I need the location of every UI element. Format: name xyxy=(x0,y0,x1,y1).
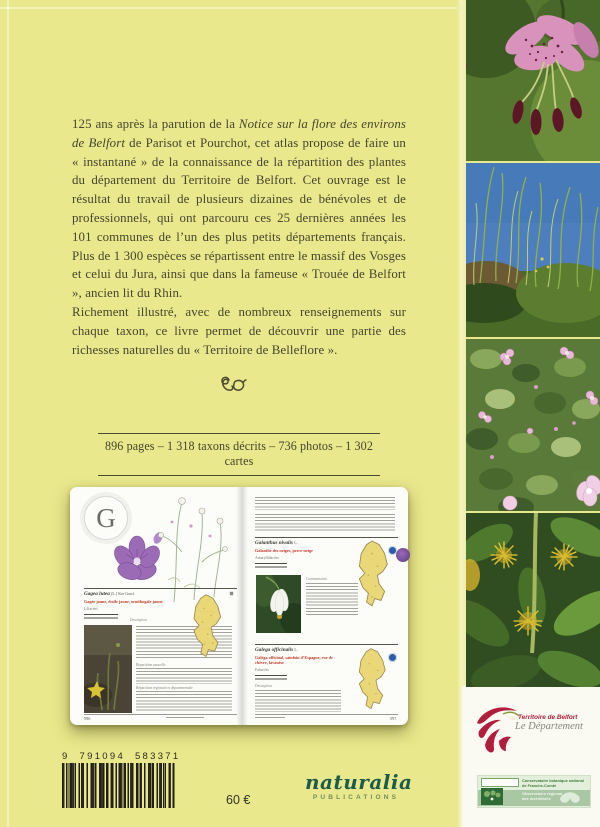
galega-description-label: Description xyxy=(255,684,272,688)
status-badge-galega xyxy=(388,653,397,662)
galanthus-common-names: Galanthe des neiges, perce-neige xyxy=(255,548,313,553)
belfort-logo-subtitle: Le Département xyxy=(515,721,583,732)
gagea-photo xyxy=(84,625,132,713)
left-page-number: 596 xyxy=(84,716,91,721)
cover-crease-vertical xyxy=(7,0,9,827)
repartition-text-lines xyxy=(136,668,232,684)
photo-grassland-sky xyxy=(466,163,600,337)
conservatoire-pill-icon xyxy=(481,778,519,787)
galanthus-family: Amaryllidacées xyxy=(255,556,279,560)
barcode-bars xyxy=(62,763,175,808)
distribution-map-gagea xyxy=(177,593,235,665)
book-stats-line: 896 pages – 1 318 taxons décrits – 736 photos – 1 302 cartes xyxy=(98,433,380,476)
galanthus-meta-lines xyxy=(255,563,287,570)
species-common-names: Gagée jaune, étoile jaune, ornithogale jaune xyxy=(84,599,163,604)
trees-pictogram-icon xyxy=(481,788,503,805)
sample-spread-preview: G Gagea lutea (L.) Ker Gawl. Gagée jaune, étoile jaune, ornithogale jaune Liliacées Description Répartition naturelle Répartition régionale et départementale 596 Galanthus nivalis L. Galanthe des neiges, perce-neige Amaryllidacées Commentaires Galega officinalis L. Galéga officinal, sainfoin d’Espagne, rue de chèvre, lavanèse Fabacées Description 597 xyxy=(70,487,408,725)
left-footer-text xyxy=(166,717,204,720)
book-spine-shading xyxy=(236,487,248,725)
photo-yellow-loosestrife xyxy=(466,513,600,687)
galega-meta-lines xyxy=(255,675,287,682)
galega-text-lines xyxy=(255,690,341,712)
photo-pink-flowers-carpet xyxy=(466,339,600,511)
barcode-digits: 9 791094 583371 xyxy=(62,751,181,762)
conservatoire-line2: de Franche-Comté xyxy=(522,783,557,788)
belfort-logo-title: Territoire de Belfort xyxy=(518,714,578,721)
description-label: Description xyxy=(130,618,147,622)
section-letter-badge: G xyxy=(84,496,128,540)
publisher-name: naturalia xyxy=(305,770,413,794)
regional-text-lines xyxy=(136,691,232,711)
calligraphic-ornament-icon xyxy=(217,374,249,403)
species-meta-lines xyxy=(84,614,118,621)
right-page-number: 597 xyxy=(390,716,397,721)
blurb-paragraph-2: Richement illustré, avec de nombreux renseignements sur chaque taxon, ce livre permet de découvrir une partie des richesses naturelles du « Territoire de Belleflore ». xyxy=(72,304,406,357)
species-title-galega: Galega officinalis L. xyxy=(255,647,298,653)
publisher-logo xyxy=(305,770,413,801)
galega-common-names: Galéga officinal, sainfoin d’Espagne, rue de chèvre, lavanèse xyxy=(255,655,333,665)
observatoire-line2: des Invertébrés xyxy=(522,796,551,801)
photo-martagon-lily xyxy=(466,0,600,161)
cover-crease-horizontal xyxy=(0,7,460,9)
galega-family: Fabacées xyxy=(255,668,269,672)
species-family: Liliacées xyxy=(84,607,98,611)
territoire-de-belfort-logo xyxy=(471,697,597,763)
back-cover-blurb xyxy=(72,115,406,359)
species-title-gagea: Gagea lutea (L.) Ker Gawl. xyxy=(84,591,135,597)
section-divider xyxy=(84,588,237,589)
conservatoire-botanique-logo xyxy=(477,775,591,808)
observatoire-line1: Observatoire régional xyxy=(522,791,563,796)
snowdrop-photo xyxy=(256,575,301,633)
cited-work-title: Notice sur la flore des environs de Belfort xyxy=(72,117,406,150)
right-footer-text xyxy=(255,717,285,720)
species-title-galanthus: Galanthus nivalis L. xyxy=(255,540,298,546)
blurb-paragraph-1: 125 ans après la parution de la Notice sur la flore des environs de Belfort de Parisot et Pourchot, cet atlas propose de faire un « instantané » de la connaissance de la répartition des plantes du département du Territoire de Belfort. Cet ouvrage est le résultat du travail de plusieurs dizaines de bénévoles et de professionnels, qui ont parcouru ces 25 dernières années les 101 communes de l’un des plus petits départements français. Plus de 1 300 espèces se répartissent entre le massif des Vosges et celui du Jura, ainsi que dans la fameuse « Trouée de Belfort », ancien lit du Rhin. xyxy=(72,117,406,301)
ecology-text-lines xyxy=(255,497,395,510)
price-label: 60 € xyxy=(226,793,251,807)
conservation-text-lines xyxy=(255,514,395,531)
barcode xyxy=(62,751,181,808)
page-edge-flower-photo xyxy=(396,548,410,562)
publisher-subtitle: PUBLICATIONS xyxy=(312,794,400,801)
conservatoire-line1: Conservatoire botanique national xyxy=(522,778,584,783)
